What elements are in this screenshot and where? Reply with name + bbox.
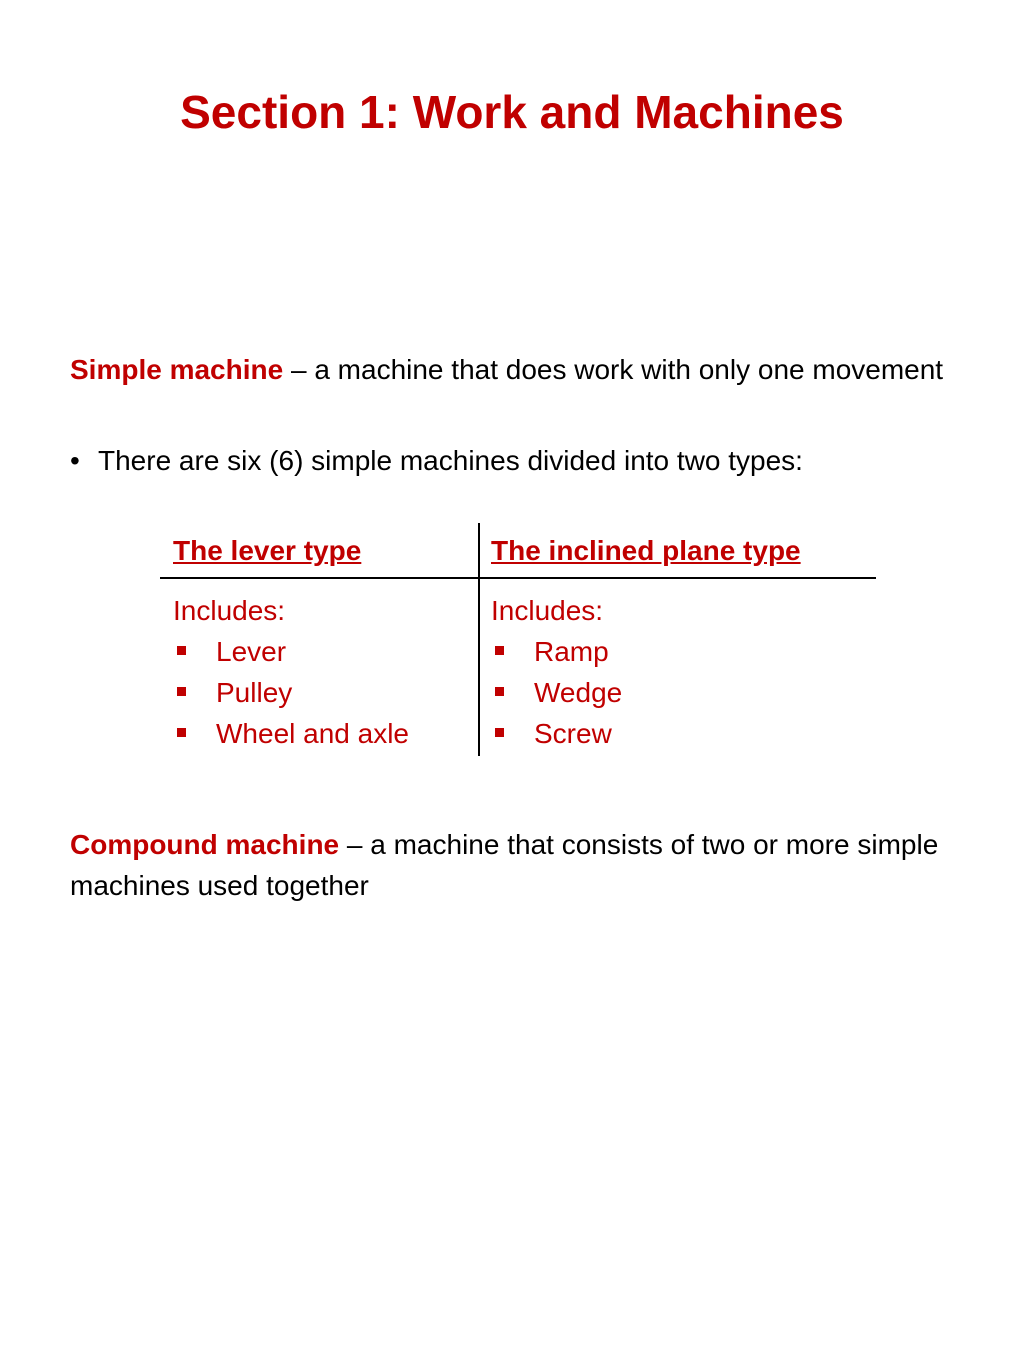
column-body [491, 590, 622, 754]
list-item [491, 672, 622, 713]
bullet-icon: • [70, 445, 80, 476]
list-item-label: Lever [216, 636, 287, 667]
list-item-label: Wheel and axle [216, 718, 410, 749]
lever-type-column [160, 523, 478, 756]
simple-machine-term: Simple machine [70, 354, 284, 385]
list-item-label: Ramp [534, 636, 609, 667]
simple-machine-definition [70, 349, 950, 390]
column-header: The inclined plane type [491, 535, 801, 566]
includes-label: Includes: [491, 595, 604, 626]
compound-machine-term: Compound machine [70, 829, 340, 860]
inclined-plane-type-column [478, 523, 876, 756]
list-item [491, 631, 622, 672]
list-item [491, 713, 622, 754]
square-bullet-icon [495, 646, 504, 655]
machine-types-table [160, 523, 876, 756]
square-bullet-icon [177, 728, 186, 737]
square-bullet-icon [495, 728, 504, 737]
column-divider [478, 523, 480, 756]
list-item [173, 672, 409, 713]
machine-types-bullet [70, 440, 803, 481]
compound-machine-definition [70, 824, 950, 906]
list-item-label: Pulley [216, 677, 293, 708]
header-divider [160, 577, 876, 579]
list-item [173, 631, 409, 672]
square-bullet-icon [177, 646, 186, 655]
list-item [173, 713, 409, 754]
column-header: The lever type [173, 535, 362, 566]
list-item-label: Screw [534, 718, 612, 749]
includes-label: Includes: [173, 595, 286, 626]
compound-machine-definition-text: – a machine that consists of two or more simple machines used together [70, 829, 939, 901]
square-bullet-icon [177, 687, 186, 696]
machine-list [491, 631, 622, 754]
column-body [173, 590, 409, 754]
list-item-label: Wedge [534, 677, 623, 708]
square-bullet-icon [495, 687, 504, 696]
page-title: Section 1: Work and Machines [180, 86, 844, 138]
machine-list [173, 631, 409, 754]
simple-machine-definition-text: – a machine that does work with only one movement [283, 354, 944, 385]
bullet-text: There are six (6) simple machines divided into two types: [98, 445, 803, 476]
